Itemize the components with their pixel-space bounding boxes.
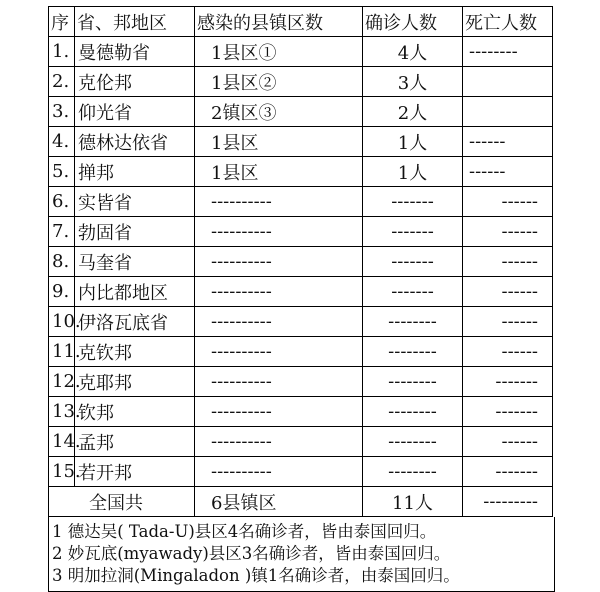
row-region: 伊洛瓦底省 [75, 307, 195, 337]
row-index: 1. [49, 37, 75, 67]
footnote-2: 2 妙瓦底(myawady)县区3名确诊者，皆由泰国回归。 [52, 544, 451, 563]
row-deaths: ------ [463, 187, 553, 217]
header-region: 省、邦地区 [75, 7, 195, 37]
table-row [49, 427, 553, 457]
row-deaths [463, 67, 553, 97]
row-confirmed: ------- [363, 247, 463, 277]
row-index: 7. [49, 217, 75, 247]
row-confirmed: 1人 [363, 127, 463, 157]
row-region: 德林达依省 [75, 127, 195, 157]
row-deaths: ------ [463, 157, 553, 187]
row-confirmed: 2人 [363, 97, 463, 127]
row-townships: 1县区② [195, 67, 363, 97]
row-confirmed: -------- [363, 427, 463, 457]
row-index: 14. [49, 427, 75, 457]
table-row [49, 337, 553, 367]
row-confirmed: -------- [363, 367, 463, 397]
table-row [49, 307, 553, 337]
total-deaths: --------- [463, 487, 553, 517]
table-row [49, 67, 553, 97]
table-row [49, 157, 553, 187]
row-townships: 1县区 [195, 127, 363, 157]
footnotes [48, 517, 555, 592]
row-index: 2. [49, 67, 75, 97]
total-row [49, 487, 553, 517]
row-index: 9. [49, 277, 75, 307]
row-townships: ---------- [195, 367, 363, 397]
row-confirmed: -------- [363, 337, 463, 367]
table-header-row [49, 7, 553, 37]
table-row [49, 217, 553, 247]
row-index: 3. [49, 97, 75, 127]
row-confirmed: ------- [363, 187, 463, 217]
row-region: 孟邦 [75, 427, 195, 457]
document [48, 6, 552, 592]
footnote-3: 3 明加拉洞(Mingaladon )镇1名确诊者，由泰国回归。 [52, 566, 460, 585]
row-townships: ---------- [195, 337, 363, 367]
row-region: 克耶邦 [75, 367, 195, 397]
row-index: 8. [49, 247, 75, 277]
header-deaths: 死亡人数 [463, 7, 553, 37]
footnote-1: 1 德达吴( Tada-U)县区4名确诊者，皆由泰国回归。 [52, 522, 437, 541]
row-index: 12. [49, 367, 75, 397]
total-townships: 6县镇区 [195, 487, 363, 517]
table-row [49, 187, 553, 217]
row-deaths: ------ [463, 337, 553, 367]
row-confirmed: 4人 [363, 37, 463, 67]
row-index: 15. [49, 457, 75, 487]
row-townships: ---------- [195, 457, 363, 487]
row-region: 马奎省 [75, 247, 195, 277]
row-region: 钦邦 [75, 397, 195, 427]
row-region: 实皆省 [75, 187, 195, 217]
row-deaths: ------ [463, 427, 553, 457]
header-index: 序 [49, 7, 75, 37]
total-label: 全国共 [49, 487, 195, 517]
row-index: 4. [49, 127, 75, 157]
table-row [49, 367, 553, 397]
table-row [49, 397, 553, 427]
table-row [49, 457, 553, 487]
row-confirmed: 1人 [363, 157, 463, 187]
row-deaths: ------ [463, 217, 553, 247]
row-region: 曼德勒省 [75, 37, 195, 67]
row-region: 勃固省 [75, 217, 195, 247]
row-region: 若开邦 [75, 457, 195, 487]
row-townships: ---------- [195, 217, 363, 247]
row-townships: 1县区① [195, 37, 363, 67]
row-deaths: ------- [463, 367, 553, 397]
table-row [49, 127, 553, 157]
row-region: 克伦邦 [75, 67, 195, 97]
table-row [49, 37, 553, 67]
row-deaths: ------ [463, 307, 553, 337]
row-deaths: -------- [463, 37, 553, 67]
row-townships: ---------- [195, 247, 363, 277]
header-affected-townships: 感染的县镇区数 [195, 7, 363, 37]
row-townships: 1县区 [195, 157, 363, 187]
row-index: 5. [49, 157, 75, 187]
row-index: 6. [49, 187, 75, 217]
row-deaths: ------ [463, 247, 553, 277]
row-confirmed: ------- [363, 217, 463, 247]
row-deaths: ------ [463, 277, 553, 307]
covid-cases-table [48, 6, 553, 517]
row-region: 内比都地区 [75, 277, 195, 307]
row-townships: ---------- [195, 187, 363, 217]
row-region: 克钦邦 [75, 337, 195, 367]
row-confirmed: -------- [363, 457, 463, 487]
row-region: 仰光省 [75, 97, 195, 127]
row-region: 掸邦 [75, 157, 195, 187]
row-index: 11. [49, 337, 75, 367]
table-row [49, 247, 553, 277]
row-deaths: ------- [463, 397, 553, 427]
row-deaths: ------- [463, 457, 553, 487]
row-deaths [463, 97, 553, 127]
row-confirmed: ------- [363, 277, 463, 307]
row-townships: 2镇区③ [195, 97, 363, 127]
row-confirmed: 3人 [363, 67, 463, 97]
row-townships: ---------- [195, 427, 363, 457]
row-deaths: ------ [463, 127, 553, 157]
row-confirmed: -------- [363, 397, 463, 427]
row-townships: ---------- [195, 277, 363, 307]
header-confirmed: 确诊人数 [363, 7, 463, 37]
row-index: 13. [49, 397, 75, 427]
total-confirmed: 11人 [363, 487, 463, 517]
table-row [49, 277, 553, 307]
table-row [49, 97, 553, 127]
row-townships: ---------- [195, 307, 363, 337]
row-townships: ---------- [195, 397, 363, 427]
row-confirmed: -------- [363, 307, 463, 337]
row-index: 10. [49, 307, 75, 337]
